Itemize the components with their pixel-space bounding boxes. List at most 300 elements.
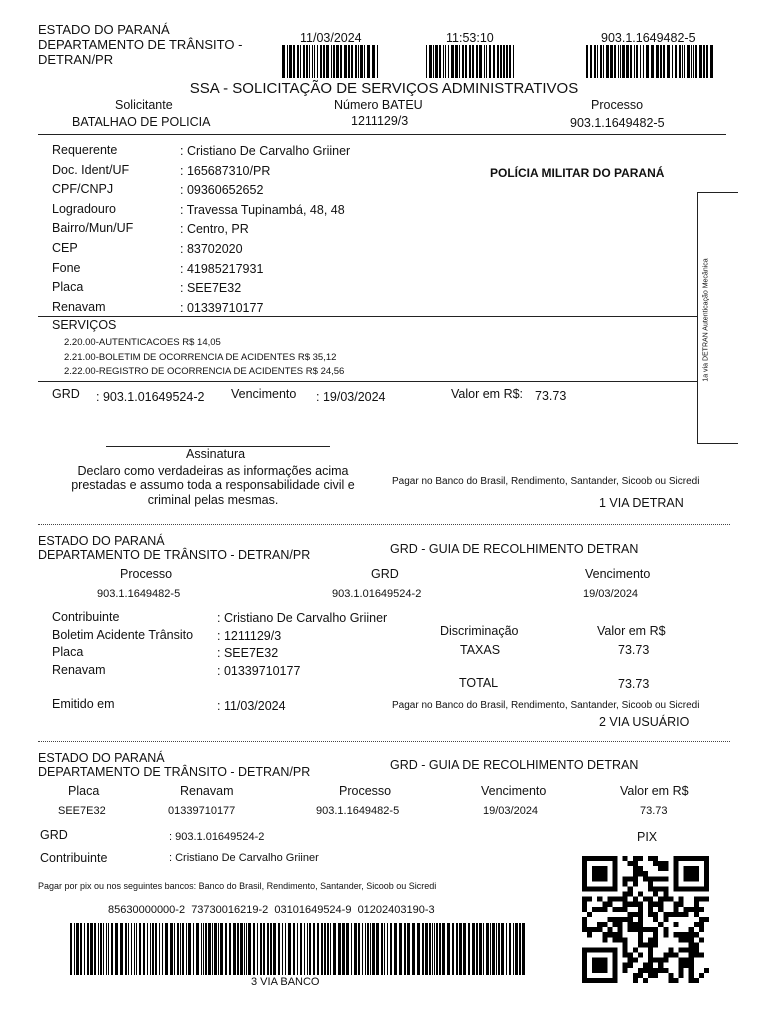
- qr-module: [582, 947, 587, 952]
- cut-line: [38, 741, 730, 742]
- qr-module: [612, 861, 617, 866]
- barcode-bar: [103, 923, 104, 975]
- qr-module: [673, 861, 678, 866]
- barcode-bar: [465, 45, 467, 78]
- barcode-bar: [429, 923, 431, 975]
- qr-module: [587, 932, 592, 937]
- qr-module: [602, 886, 607, 891]
- barcode-bar: [120, 923, 123, 975]
- qr-module: [592, 958, 597, 963]
- qr-module: [679, 947, 684, 952]
- value-fone: : 41985217931: [180, 261, 264, 276]
- qr-module: [663, 958, 668, 963]
- qr-module: [679, 912, 684, 917]
- barcode-bar: [351, 923, 352, 975]
- page-title: SSA - SOLICITAÇÃO DE SERVIÇOS ADMINISTRATIVOS: [189, 80, 579, 97]
- qr-module: [658, 876, 663, 881]
- barcode-bar: [513, 45, 514, 78]
- barcode-bar: [74, 923, 75, 975]
- barcode-bar: [193, 923, 194, 975]
- slip2-banks-note: Pagar no Banco do Brasil, Rendimento, Santander, Sicoob ou Sicredi: [392, 700, 700, 711]
- slip3-grd-label: GRD: [40, 828, 68, 842]
- qr-module: [633, 973, 638, 978]
- barcode-bar: [445, 45, 446, 78]
- qr-module: [638, 902, 643, 907]
- qr-module: [648, 886, 653, 891]
- barcode-bar: [486, 45, 487, 78]
- qr-module: [638, 932, 643, 937]
- barcode-bar: [469, 45, 471, 78]
- divider: [38, 381, 698, 382]
- qr-module: [663, 968, 668, 973]
- qr-module: [592, 886, 597, 891]
- barcode-bar: [394, 923, 397, 975]
- qr-module: [592, 947, 597, 952]
- qr-module: [689, 927, 694, 932]
- qr-module: [679, 963, 684, 968]
- qr-module: [699, 953, 704, 958]
- qr-module: [653, 917, 658, 922]
- barcode-bar: [486, 923, 489, 975]
- barcode-bar: [500, 45, 502, 78]
- barcode-bar: [237, 923, 239, 975]
- qr-module: [638, 856, 643, 861]
- barcode-bar: [355, 45, 357, 78]
- barcode-bar: [300, 923, 302, 975]
- barcode-bar: [309, 923, 311, 975]
- barcode-time: [426, 45, 514, 78]
- slip2-label-placa: Placa: [52, 645, 84, 659]
- barcode-bar: [336, 45, 339, 78]
- services-label: SERVIÇOS: [52, 318, 117, 332]
- barcode-bar: [479, 923, 482, 975]
- barcode-bar: [687, 45, 690, 78]
- barcode-bar: [594, 45, 596, 78]
- barcode-bar: [165, 923, 168, 975]
- qr-module: [623, 902, 628, 907]
- vencimento-value: : 19/03/2024: [316, 390, 386, 404]
- barcode-bar: [372, 45, 375, 78]
- qr-module: [658, 897, 663, 902]
- qr-module: [582, 871, 587, 876]
- barcode-bar: [203, 923, 204, 975]
- barcode-bar: [643, 45, 644, 78]
- qr-module: [673, 866, 678, 871]
- barcode-bar: [472, 923, 475, 975]
- barcode-bar: [646, 45, 649, 78]
- qr-module: [648, 907, 653, 912]
- qr-module: [694, 912, 699, 917]
- qr-module: [582, 978, 587, 983]
- barcode-bar: [640, 45, 641, 78]
- barcode-bar: [509, 45, 511, 78]
- barcode-bar: [186, 923, 187, 975]
- qr-module: [612, 958, 617, 963]
- barcode-bar: [606, 45, 609, 78]
- barcode-bar: [501, 923, 504, 975]
- barcode-bar: [152, 923, 154, 975]
- signature-label: Assinatura: [186, 447, 246, 461]
- grd-label: GRD: [52, 387, 80, 401]
- barcode-bar: [180, 923, 181, 975]
- barcode-bar: [313, 923, 315, 975]
- qr-module: [607, 886, 612, 891]
- label-renavam: Renavam: [52, 299, 106, 314]
- barcode-bar: [663, 45, 665, 78]
- qr-module: [633, 881, 638, 886]
- label-bairro: Bairro/Mun/UF: [52, 221, 134, 236]
- qr-module: [684, 912, 689, 917]
- qr-module: [638, 937, 643, 942]
- barcode-bar: [225, 923, 227, 975]
- barcode-bar: [399, 923, 402, 975]
- barcode-bar: [288, 923, 291, 975]
- qr-module: [623, 881, 628, 886]
- qr-module: [668, 947, 673, 952]
- qr-module: [684, 963, 689, 968]
- qr-module: [582, 907, 587, 912]
- qr-module: [694, 876, 699, 881]
- slip3-org-state: ESTADO DO PARANÁ: [38, 751, 165, 765]
- barcode-bar: [233, 923, 236, 975]
- qr-module: [673, 856, 678, 861]
- qr-module: [623, 897, 628, 902]
- qr-module: [663, 866, 668, 871]
- barcode-bar: [358, 45, 359, 78]
- qr-module: [673, 953, 678, 958]
- qr-module: [582, 922, 587, 927]
- barcode-bar: [267, 923, 269, 975]
- qr-module: [643, 968, 648, 973]
- qr-module: [633, 897, 638, 902]
- qr-module: [633, 958, 638, 963]
- qr-module: [699, 897, 704, 902]
- qr-module: [582, 927, 587, 932]
- qr-module: [704, 856, 709, 861]
- qr-module: [638, 953, 643, 958]
- barcode-bar: [364, 45, 365, 78]
- qr-module: [679, 856, 684, 861]
- qr-module: [673, 881, 678, 886]
- qr-module: [602, 902, 607, 907]
- qr-module: [694, 886, 699, 891]
- slip2-label-contribuinte: Contribuinte: [52, 610, 120, 624]
- barcode-bar: [682, 45, 683, 78]
- slip3-processo-label: Processo: [339, 784, 392, 798]
- barcode-bar: [376, 923, 379, 975]
- qr-module: [587, 886, 592, 891]
- barcode-bar: [600, 45, 602, 78]
- org-department: DEPARTAMENTO DE TRÂNSITO -: [38, 37, 243, 52]
- barcode-bar: [610, 45, 613, 78]
- barcode-bar: [509, 923, 511, 975]
- barcode-bar: [270, 923, 272, 975]
- barcode-bar: [381, 923, 383, 975]
- barcode-bar: [342, 923, 345, 975]
- bateu-value: 1211129/3: [351, 114, 409, 128]
- qr-module: [633, 912, 638, 917]
- barcode-bar: [348, 45, 350, 78]
- qr-module: [663, 886, 668, 891]
- barcode-bar: [303, 45, 305, 78]
- barcode-bar: [422, 923, 424, 975]
- qr-module: [689, 958, 694, 963]
- slip2-org-state: ESTADO DO PARANÁ: [38, 534, 165, 548]
- barcode-bar: [170, 923, 173, 975]
- barcode-bar: [106, 923, 107, 975]
- qr-module: [618, 907, 623, 912]
- barcode-date: [282, 45, 378, 78]
- qr-module: [679, 968, 684, 973]
- qr-module: [689, 871, 694, 876]
- qr-module: [597, 978, 602, 983]
- qr-module: [673, 907, 678, 912]
- qr-module: [587, 912, 592, 917]
- barcode-bar: [660, 45, 662, 78]
- qr-module: [648, 876, 653, 881]
- declaration-line: criminal pelas mesmas.: [147, 492, 279, 507]
- barcode-bar: [278, 923, 280, 975]
- label-cpf: CPF/CNPJ: [52, 182, 114, 197]
- barcode-bar: [306, 45, 308, 78]
- qr-module: [653, 902, 658, 907]
- slip2-title: GRD - GUIA DE RECOLHIMENTO DETRAN: [390, 542, 639, 556]
- barcode-bar: [506, 923, 507, 975]
- barcode-bar: [492, 923, 495, 975]
- qr-module: [699, 886, 704, 891]
- qr-module: [704, 871, 709, 876]
- qr-module: [623, 907, 628, 912]
- qr-module: [653, 973, 658, 978]
- slip2-label-renavam: Renavam: [52, 662, 106, 677]
- barcode-bar: [390, 923, 392, 975]
- slip3-valor-value: 73.73: [640, 805, 668, 817]
- bateu-label: Número BATEU: [334, 98, 423, 112]
- barcode-bar: [432, 923, 433, 975]
- slip3-placa-value: SEE7E32: [58, 805, 106, 817]
- qr-module: [597, 968, 602, 973]
- qr-module: [668, 973, 673, 978]
- qr-module: [694, 922, 699, 927]
- qr-module: [673, 912, 678, 917]
- barcode-bar: [240, 923, 243, 975]
- slip2-value-placa: : SEE7E32: [217, 646, 279, 660]
- qr-module: [653, 932, 658, 937]
- declaration-line: Declaro como verdadeiras as informações acima: [77, 464, 349, 478]
- barcode-bar: [317, 923, 319, 975]
- qr-module: [597, 947, 602, 952]
- qr-module: [623, 892, 628, 897]
- label-fone: Fone: [52, 260, 81, 275]
- label-requerente: Requerente: [52, 143, 118, 157]
- qr-module: [628, 886, 633, 891]
- barcode-bar: [244, 923, 245, 975]
- declaration-line: prestadas e assumo toda a responsabilidade civil e: [71, 478, 355, 493]
- qr-module: [658, 907, 663, 912]
- slip2-processo-value: 903.1.1649482-5: [97, 588, 181, 600]
- qr-module: [597, 866, 602, 871]
- slip2-discriminacao-label: Discriminação: [440, 624, 519, 638]
- qr-module: [592, 963, 597, 968]
- barcode-bar: [672, 45, 673, 78]
- qr-module: [618, 922, 623, 927]
- qr-module: [689, 866, 694, 871]
- slip3-placa-label: Placa: [68, 784, 100, 798]
- barcode-bar: [282, 923, 283, 975]
- cut-line: [38, 524, 730, 525]
- barcode-bar: [263, 923, 265, 975]
- barcode-bar: [618, 45, 619, 78]
- barcode-bar: [448, 45, 449, 78]
- barcode-bar: [651, 45, 654, 78]
- qr-module: [612, 947, 617, 952]
- qr-module: [648, 927, 653, 932]
- qr-module: [623, 963, 628, 968]
- slip3-pix-note: Pagar por pix ou nos seguintes bancos: Banco do Brasil, Rendimento, Santander, Sicoob ou Sicredi: [38, 881, 437, 891]
- barcode-bar: [293, 45, 295, 78]
- barcode-bar: [330, 923, 331, 975]
- barcode-bar: [483, 923, 484, 975]
- qr-module: [653, 968, 658, 973]
- qr-module: [673, 871, 678, 876]
- barcode-bar: [143, 923, 145, 975]
- slip2-labels: [52, 609, 193, 679]
- barcode-bar: [297, 45, 299, 78]
- barcode-bar: [489, 45, 491, 78]
- barcode-bar: [174, 923, 175, 975]
- qr-module: [607, 932, 612, 937]
- qr-module: [689, 942, 694, 947]
- qr-module: [643, 927, 648, 932]
- qr-module: [653, 886, 658, 891]
- valor-label: Valor em R$:: [451, 387, 524, 401]
- value-bairro: : Centro, PR: [180, 222, 249, 237]
- qr-module: [689, 886, 694, 891]
- qr-module: [653, 876, 658, 881]
- qr-module: [582, 953, 587, 958]
- qr-module: [618, 937, 623, 942]
- barcode-bar: [447, 923, 450, 975]
- barcode-bar: [699, 45, 702, 78]
- barcode-bar: [323, 45, 325, 78]
- qr-module: [633, 927, 638, 932]
- qr-module: [689, 937, 694, 942]
- barcode-bar: [358, 923, 360, 975]
- barcode-bar: [710, 45, 713, 78]
- qr-module: [623, 937, 628, 942]
- qr-module: [612, 922, 617, 927]
- authentication-caption: 1a via DETRAN Autenticação Mecânica: [702, 258, 710, 382]
- barcode-bar: [476, 923, 478, 975]
- qr-module: [638, 871, 643, 876]
- qr-module: [694, 866, 699, 871]
- barcode-bar: [260, 923, 262, 975]
- barcode-bar: [188, 923, 191, 975]
- divider: [38, 316, 698, 317]
- barcode-bar: [297, 923, 298, 975]
- qr-module: [684, 871, 689, 876]
- barcode-bar: [84, 923, 85, 975]
- qr-module: [673, 932, 678, 937]
- qr-module: [694, 856, 699, 861]
- slip3-vencimento-value: 19/03/2024: [483, 805, 539, 817]
- qr-module: [699, 856, 704, 861]
- qr-module: [658, 922, 663, 927]
- qr-module: [612, 897, 617, 902]
- barcode-bar: [497, 45, 499, 78]
- barcode-bar: [155, 923, 157, 975]
- barcode-bar: [515, 923, 518, 975]
- declaration: [48, 464, 378, 507]
- barcode-bar: [370, 923, 371, 975]
- barcode-bar: [377, 45, 378, 78]
- qr-module: [638, 922, 643, 927]
- qr-module: [592, 871, 597, 876]
- barcode-bar: [479, 45, 482, 78]
- qr-module: [694, 871, 699, 876]
- qr-module: [623, 968, 628, 973]
- qr-module: [638, 907, 643, 912]
- qr-module: [679, 902, 684, 907]
- service-item: 2.22.00-REGISTRO DE OCORRENCIA DE ACIDENTES R$ 24,56: [64, 366, 345, 377]
- barcode-bar: [111, 923, 113, 975]
- barcode-bar: [484, 45, 485, 78]
- qr-module: [638, 973, 643, 978]
- barcode-bar: [590, 45, 592, 78]
- processo-label: Processo: [591, 98, 644, 112]
- qr-module: [694, 953, 699, 958]
- barcode-bar: [476, 45, 478, 78]
- barcode-bar: [147, 923, 148, 975]
- qr-module: [602, 937, 607, 942]
- barcode-bar: [417, 923, 420, 975]
- barcode-bar: [314, 45, 315, 78]
- barcode-bar: [344, 45, 347, 78]
- org-detran: DETRAN/PR: [38, 52, 114, 67]
- qr-module: [618, 917, 623, 922]
- qr-module: [653, 958, 658, 963]
- barcode-bar: [498, 923, 500, 975]
- qr-module: [653, 856, 658, 861]
- barcode-bar: [317, 45, 318, 78]
- qr-module: [628, 927, 633, 932]
- barcode-bar: [493, 45, 495, 78]
- qr-module: [633, 856, 638, 861]
- qr-module: [684, 937, 689, 942]
- barcode-bar: [139, 923, 141, 975]
- barcode-bar: [177, 923, 179, 975]
- barcode-bar: [459, 923, 462, 975]
- qr-module: [663, 897, 668, 902]
- qr-module: [663, 927, 668, 932]
- barcode-bar: [456, 923, 458, 975]
- qr-module: [602, 907, 607, 912]
- qr-module: [663, 917, 668, 922]
- barcode-bar: [434, 923, 435, 975]
- barcode-bar: [429, 45, 432, 78]
- barcode-bar: [289, 45, 292, 78]
- slip2-total-value: 73.73: [618, 677, 650, 691]
- qr-module: [648, 958, 653, 963]
- barcode-bar: [134, 923, 135, 975]
- slip2-value-renavam: : 01339710177: [217, 663, 301, 678]
- qr-module: [658, 861, 663, 866]
- barcode-bar: [626, 45, 629, 78]
- qr-module: [689, 953, 694, 958]
- barcode-bar: [150, 923, 151, 975]
- barcode-bar: [333, 45, 335, 78]
- barcode-bar: [136, 923, 137, 975]
